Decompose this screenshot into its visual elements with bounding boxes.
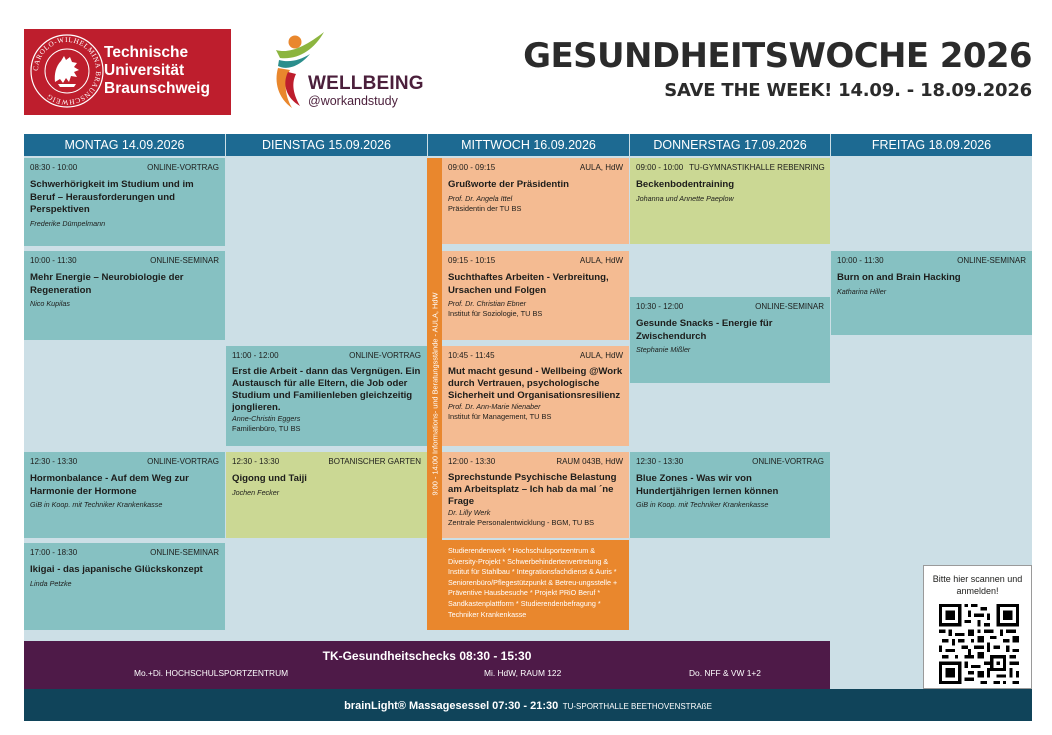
- event-speaker: Johanna und Annette Paeplow: [636, 193, 734, 203]
- day-header-thursday: DONNERSTAG 17.09.2026: [630, 134, 830, 156]
- event-time: 09:15 - 10:15: [448, 256, 496, 265]
- event-title: Blue Zones - Was wir von Hundertjährigen lernen können: [636, 473, 779, 497]
- event-card[interactable]: [442, 251, 629, 340]
- event-time: 17:00 - 18:30: [30, 548, 78, 557]
- qr-registration-box[interactable]: [923, 565, 1032, 689]
- page-title: GESUNDHEITSWOCHE 2026: [523, 36, 1032, 76]
- event-format: AULA, HdW: [579, 163, 623, 172]
- event-time: 10:00 - 11:30: [837, 256, 884, 265]
- event-format: ONLINE-VORTRAG: [147, 163, 219, 172]
- event-speaker: Dr. Lilly Werk: [448, 508, 491, 517]
- brainlight-bar: [24, 689, 1032, 721]
- event-format: ONLINE-SEMINAR: [150, 256, 219, 265]
- event-format: AULA, HdW: [579, 256, 623, 265]
- event-institution: Institut für Management, TU BS: [448, 412, 552, 421]
- event-card[interactable]: [630, 158, 830, 244]
- day-header-monday: MONTAG 14.09.2026: [24, 134, 225, 156]
- tu-name: [104, 44, 210, 98]
- event-card[interactable]: [630, 297, 830, 383]
- event-card[interactable]: [442, 346, 629, 446]
- event-format: ONLINE-SEMINAR: [755, 302, 824, 311]
- event-speaker: Frederike Dümpelmann: [30, 218, 106, 228]
- event-card[interactable]: [442, 452, 629, 538]
- tk-title: TK-Gesundheitschecks 08:30 - 15:30: [322, 649, 532, 663]
- qr-caption: Bitte hier scannen und anmelden!: [932, 574, 1023, 596]
- tu-name-line-2: Universität: [104, 62, 185, 79]
- event-format: RAUM 043B, HdW: [556, 457, 623, 466]
- tk-location-wed: Mi. HdW, RAUM 122: [484, 668, 562, 678]
- wellbeing-logo: [268, 32, 424, 112]
- day-header-wednesday: MITTWOCH 16.09.2026: [428, 134, 629, 156]
- event-time: 11:00 - 12:00: [232, 351, 279, 360]
- tu-braunschweig-logo: [24, 29, 231, 115]
- event-time: 10:00 - 11:30: [30, 256, 77, 265]
- event-speaker: Jochen Fecker: [232, 487, 280, 497]
- event-format: ONLINE-SEMINAR: [957, 256, 1026, 265]
- event-title: Mehr Energie – Neurobiologie der Regeneration: [30, 272, 184, 296]
- partners-box: Studierendenwerk * Hochschulsportzentrum & Diversity-Projekt * Schwerbehindertenvertretung & Institut für Stahlbau * Integrationsfachdienst & Auris * Seniorenbüro/Pflegestützpunkt & Betreu-ungsstelle + Präventive Hausbesuche * Projekt PRiO Beruf * Sandkastenplattform * Studierendenbefragung * Techniker Krankenkasse: [442, 540, 629, 630]
- event-time: 10:30 - 12:00: [636, 302, 684, 311]
- event-speaker: Prof. Dr. Angela Ittel: [448, 193, 513, 203]
- day-header-tuesday: DIENSTAG 15.09.2026: [226, 134, 427, 156]
- event-institution: Familienbüro, TU BS: [232, 424, 301, 433]
- event-card[interactable]: [226, 452, 427, 538]
- event-time: 12:30 - 13:30: [636, 457, 684, 466]
- event-format: ONLINE-VORTRAG: [349, 351, 421, 360]
- event-card[interactable]: [24, 543, 225, 630]
- event-institution: Präsidentin der TU BS: [448, 203, 522, 213]
- event-format: AULA, HdW: [579, 351, 623, 360]
- event-title: Qigong und Taiji: [232, 473, 307, 484]
- event-time: 12:00 - 13:30: [448, 457, 496, 466]
- event-time: 12:30 - 13:30: [232, 457, 280, 466]
- event-speaker: Katharina Hiller: [837, 286, 887, 296]
- event-title: Gesunde Snacks - Energie für Zwischendurch: [636, 318, 773, 342]
- event-card[interactable]: [24, 251, 225, 340]
- event-format: ONLINE-SEMINAR: [150, 548, 219, 557]
- event-time: 09:00 - 09:15: [448, 163, 496, 172]
- event-speaker: GiB in Koop. mit Techniker Krankenkasse: [636, 500, 769, 509]
- event-title: Hormonbalance - Auf dem Weg zur Harmonie der Hormone: [30, 473, 189, 497]
- event-institution: Institut für Soziologie, TU BS: [448, 309, 543, 318]
- tk-location-thu: Do. NFF & VW 1+2: [689, 668, 761, 678]
- event-time: 10:45 - 11:45: [448, 351, 495, 360]
- event-card[interactable]: [226, 346, 427, 446]
- event-title: Erst die Arbeit - dann das Vergnügen. Ein Austausch für alle Eltern, die Job oder Studium und Familienleben gleichzeitig jonglieren.: [232, 366, 421, 413]
- event-format: ONLINE-VORTRAG: [147, 457, 219, 466]
- event-speaker: Linda Petzke: [30, 578, 72, 588]
- wellbeing-word: WELLBEING: [308, 73, 424, 94]
- day-header-friday: FREITAG 18.09.2026: [831, 134, 1032, 156]
- event-speaker: Nico Kupilas: [30, 299, 70, 308]
- event-title: Burn on and Brain Hacking: [837, 272, 961, 283]
- event-title: Mut macht gesund - Wellbeing @Work durch Vertrauen, psychologische Sicherheit und Organisationsresilienz: [448, 366, 623, 401]
- event-title: Sprechstunde Psychische Belastung am Arbeitsplatz – Ich hab da mal ´ne Frage: [448, 472, 617, 507]
- event-title: Ikigai - das japanische Glückskonzept: [30, 564, 203, 575]
- event-card[interactable]: [24, 452, 225, 538]
- event-speaker: Stephanie Mißler: [636, 345, 691, 354]
- event-format: TU-GYMNASTIKHALLE REBENRING: [689, 163, 825, 172]
- brainlight-location: TU-SPORTHALLE BEETHOVENSTRAßE: [562, 702, 712, 711]
- event-card[interactable]: [630, 452, 830, 538]
- tk-location-mon-tue: Mo.+Di. HOCHSCHULSPORTZENTRUM: [134, 668, 289, 678]
- event-speaker: Anne-Christin Eggers: [232, 414, 301, 423]
- info-stands-text: 9:00 - 14:00 Informations- und Beratungsstände - AULA, HdW: [430, 292, 439, 496]
- tu-seal-icon: [28, 32, 106, 110]
- brainlight-title: brainLight® Massagesessel 07:30 - 21:30: [344, 700, 559, 712]
- event-format: BOTANISCHER GARTEN: [328, 457, 421, 466]
- tu-seal-text: CAROLO-WILHELMINA BRAUNSCHWEIG: [31, 35, 103, 107]
- event-title: Schwerhörigkeit im Studium und im Beruf – Herausforderungen und Perspektiven: [30, 179, 194, 215]
- event-time: 12:30 - 13:30: [30, 457, 78, 466]
- event-speaker: Prof. Dr. Christian Ebner: [448, 299, 527, 308]
- event-title: Beckenbodentraining: [636, 179, 735, 190]
- event-format: ONLINE-VORTRAG: [752, 457, 824, 466]
- event-speaker: Prof. Dr. Ann-Marie Nienaber: [448, 402, 541, 411]
- tu-name-line-3: Braunschweig: [104, 80, 210, 97]
- event-card[interactable]: [442, 158, 629, 244]
- wellbeing-sub: @workandstudy: [308, 94, 398, 108]
- page-subtitle: SAVE THE WEEK! 14.09. - 18.09.2026: [664, 80, 1032, 101]
- event-speaker: GiB in Koop. mit Techniker Krankenkasse: [30, 500, 163, 509]
- tu-name-line-1: Technische: [104, 44, 189, 61]
- event-title: Suchthaftes Arbeiten - Verbreitung, Ursachen und Folgen: [448, 272, 609, 296]
- event-time: 09:00 - 10:00: [636, 163, 684, 172]
- event-title: Grußworte der Präsidentin: [448, 179, 570, 190]
- qr-code-icon[interactable]: [939, 604, 1019, 684]
- tk-health-checks-bar: [24, 641, 830, 689]
- info-stands-bar: [427, 158, 442, 630]
- event-institution: Zentrale Personalentwicklung - BGM, TU BS: [448, 518, 595, 527]
- event-time: 08:30 - 10:00: [30, 163, 78, 172]
- event-card[interactable]: [831, 251, 1032, 335]
- event-card[interactable]: [24, 158, 225, 246]
